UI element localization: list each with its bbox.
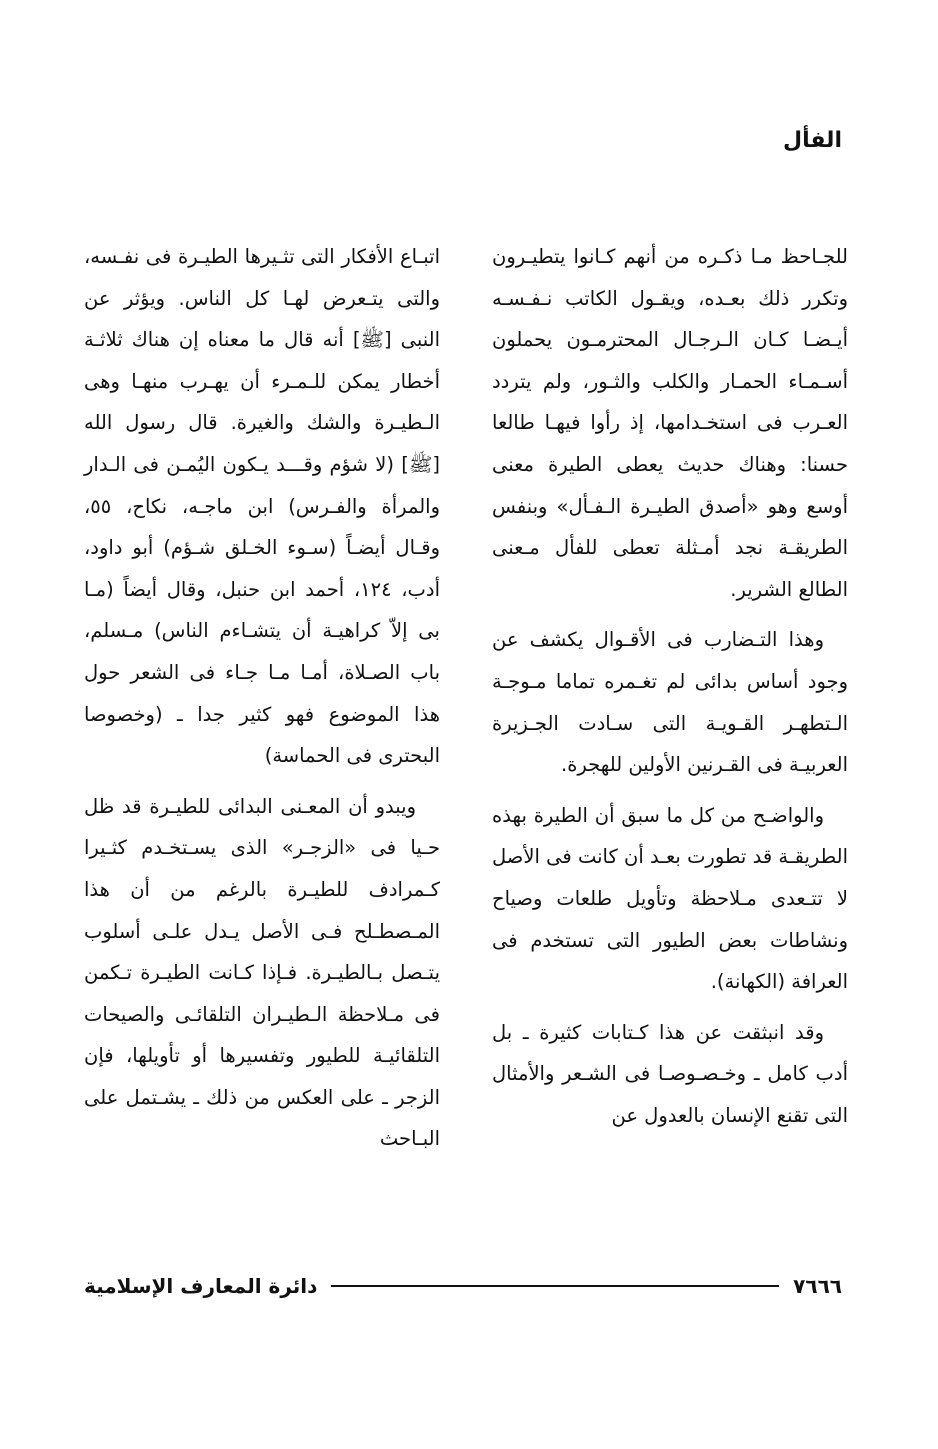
- page-footer: [84, 1268, 842, 1304]
- paragraph: والواضـح من كل ما سبق أن الطيرة بهذه الطريقـة قد تطورت بعـد أن كانت فى الأصل لا تتـعدى مـلاحظة وتأويل طلعات وصياح ونشاطات بعض الطيور التى تستخدم فى العرافة (الكهانة).: [492, 803, 848, 994]
- paragraph: ويبدو أن المعـنى البدائى للطيـرة قد ظل حـيا فى «الزجـر» الذى يسـتخـدم كثـيرا كـمرادف للطيـرة بالرغم من أن هذا المـصطـلح فـى الأصل يـدل علـى أسلوب يتـصل بـالطيـرة. فـإذا كـانت الطيـرة تـكمن فى مـلاحظة الـطيـران التلقائـى والصيحات التلقائيـة للطيور وتفسيرها أو تأويلها، فإن الزجر ـ على العكس من ذلك ـ يشـتمل على البـاحث: [84, 794, 440, 1151]
- text-column-right: [492, 236, 848, 1145]
- running-header-title: الفأل: [783, 128, 842, 153]
- footer-rule: [331, 1285, 779, 1287]
- journal-title: دائرة المعارف الإسلامية: [84, 1274, 318, 1298]
- paragraph: وقد انبثقت عن هذا كـتابات كثيرة ـ بل أدب كامل ـ وخـصـوصـا فى الشـعر والأمثال التى تقنع الإنسان بالعدول عن: [492, 1020, 848, 1127]
- paragraph: اتبـاع الأفكار التى تثـيرها الطيـرة فى نفـسه، والتى يتـعرض لهـا كل الناس. ويؤثر عن النبى [ﷺ] أنه قال ما معناه إن هناك ثلاثـة أخطار يمكن للـمـرء أن يهـرب منهـا وهى الـطيـرة والشك والغيرة. قال رسول الله [ﷺ] (لا شؤم وقـــد يـكون اليُمـن فى الـدار والمرأة والفـرس) ابن ماجـه، نكاح، ٥٥، وقـال أيضـاً (سـوء الخـلق شـؤم) أبو داود، أدب، ١٢٤، أحمد ابن حنبل، وقال أيضاً (مـا بى إلاّ كراهيـة أن يتشـاءم الناس) مـسلم، باب الصـلاة، أمـا مـا جـاء فى الشعر حول هذا الموضوع فهو كثير جدا ـ (وخصوصا البحترى فى الحماسة): [84, 245, 441, 768]
- page-number: ٧٦٦٦: [793, 1274, 842, 1298]
- paragraph: للجـاحظ مـا ذكـره من أنهم كـانوا يتطيـرون وتكرر ذلك بعـده، ويقـول الكاتب نـفـسـه أيـضـا كـان الـرجـال المحترمـون يحملون أسـمـاء الحمـار والكلب والثـور، ولم يتردد العـرب فى استخـدامها، إذ رأوا فيهـا طالعا حسنا: وهناك حديث يعطى الطيرة معنى أوسع وهو «أصدق الطيـرة الـفـأل» وبنفس الطريقـة نجد أمـثلة تعطى للفأل مـعنى الطالع الشرير.: [492, 245, 848, 601]
- paragraph: وهذا التـضارب فى الأقـوال يكشف عن وجود أساس بدائى لم تغـمره تماما مـوجـة الـتطهـر القـويـة التى سـادت الجـزيرة العربيـة فى القـرنين الأولين للهجرة.: [492, 628, 848, 777]
- text-column-left: [84, 236, 440, 1169]
